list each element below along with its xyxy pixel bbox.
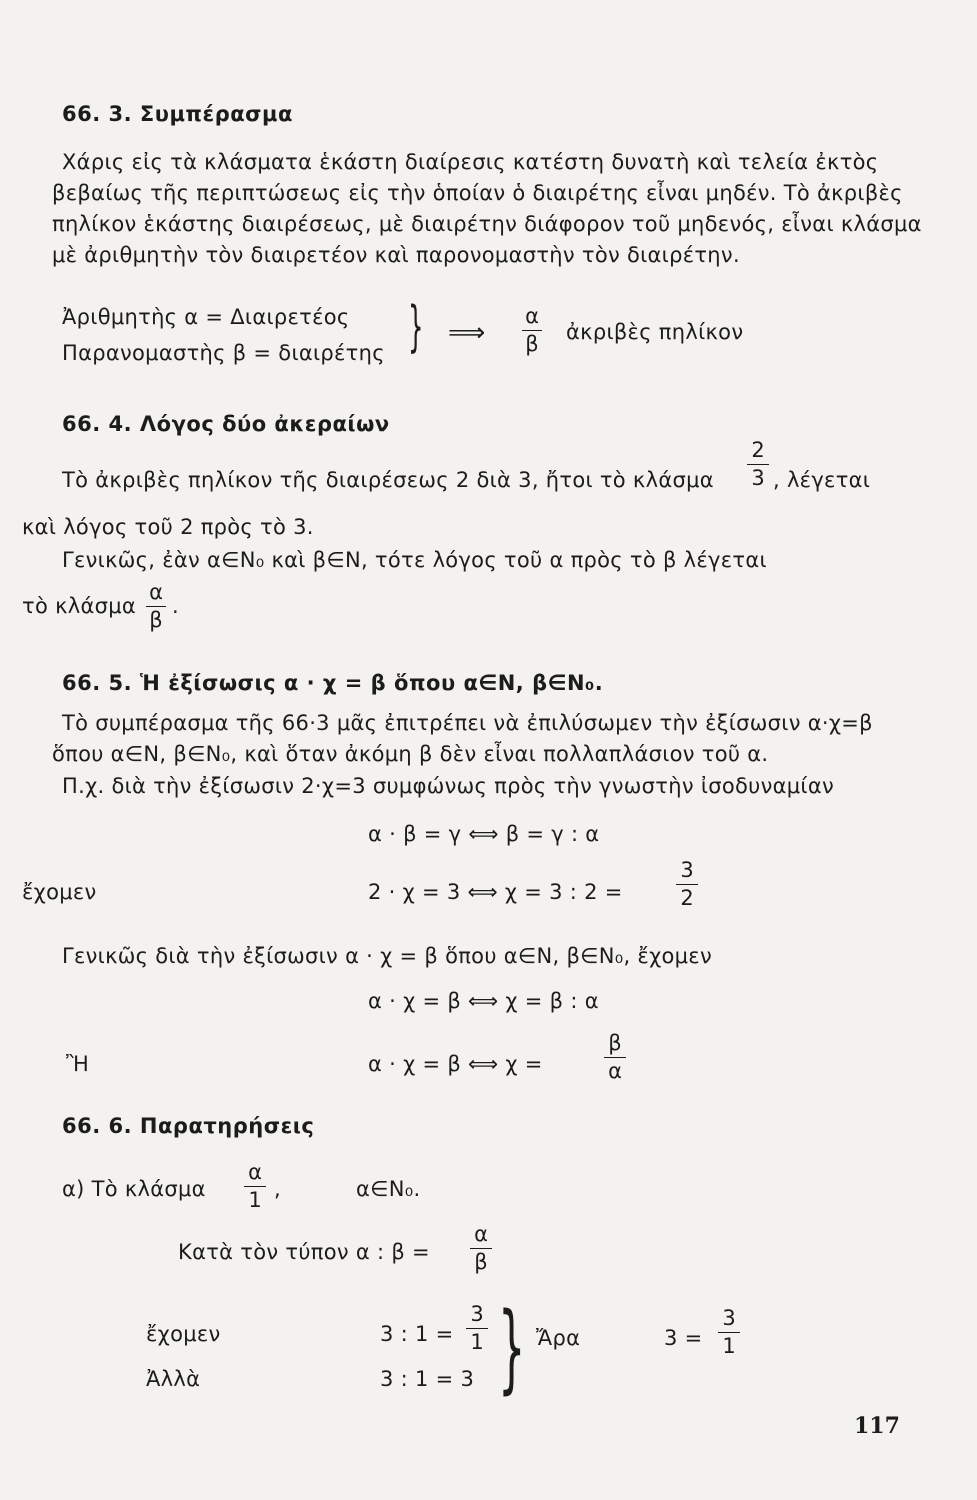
- fraction-alpha-beta: [470, 1224, 492, 1273]
- page-number: 117: [854, 1413, 900, 1439]
- paragraph-line: πηλίκον ἑκάστης διαιρέσεως, μὲ διαιρέτην διάφορον τοῦ μηδενός, εἶναι κλάσμα: [52, 212, 922, 236]
- paragraph-line-end: , λέγεται: [773, 468, 871, 492]
- paragraph-line: καὶ λόγος τοῦ 2 πρὸς τὸ 3.: [22, 515, 314, 539]
- fraction-bar: [747, 464, 769, 465]
- right-brace: }: [408, 295, 424, 358]
- fraction-numerator: α: [474, 1222, 488, 1246]
- paragraph-line: βεβαίως τῆς περιπτώσεως εἰς τὴν ὁποίαν ὁ διαιρέτης εἶναι μηδέν. Τὸ ἀκριβὲς: [52, 181, 903, 205]
- label-ara: Ἄρα: [536, 1326, 581, 1350]
- fraction-bar: [244, 1186, 266, 1187]
- fraction-bar: [466, 1328, 488, 1329]
- comma: ,: [274, 1177, 281, 1201]
- fraction-numerator: 2: [751, 438, 765, 462]
- type-line: Κατὰ τὸν τύπον α : β =: [178, 1240, 430, 1264]
- fraction-denominator: β: [149, 608, 163, 632]
- paragraph-line: Χάρις εἰς τὰ κλάσματα ἑκάστη διαίρεσις κατέστη δυνατὴ καὶ τελεία ἐκτὸς: [62, 150, 879, 174]
- fraction-numerator: α: [149, 580, 163, 604]
- label-alla: Ἀλλὰ: [146, 1367, 201, 1391]
- fraction-3-1: [466, 1304, 488, 1353]
- fraction-numerator: α: [248, 1160, 262, 1184]
- paragraph-line: μὲ ἀριθμητὴν τὸν διαιρετέον καὶ παρονομαστὴν τὸν διαιρέτην.: [52, 243, 740, 267]
- paragraph-line: τὸ κλάσμα: [22, 594, 137, 618]
- exact-quotient-label: ἀκριβὲς πηλίκον: [566, 320, 744, 344]
- section-heading-66-6: 66. 6. Παρατηρήσεις: [62, 1114, 315, 1138]
- fraction-alpha-beta: [146, 582, 166, 631]
- paragraph-line: Π.χ. διὰ τὴν ἐξίσωσιν 2·χ=3 συμφώνως πρὸς τὴν γνωστὴν ἰσοδυναμίαν: [62, 774, 835, 798]
- fraction-denominator: 1: [470, 1330, 484, 1354]
- fraction-denominator: 1: [248, 1188, 262, 1212]
- fraction-denominator: 1: [722, 1334, 736, 1358]
- fraction-beta-alpha: [604, 1033, 626, 1082]
- implies-arrow: ⟹: [448, 318, 486, 348]
- section-heading-66-4: 66. 4. Λόγος δύο ἀκεραίων: [62, 412, 390, 436]
- fraction-numerator: 3: [680, 858, 694, 882]
- right-brace: }: [498, 1292, 526, 1404]
- item-a-condition: α∈N₀.: [356, 1177, 421, 1201]
- item-a: α) Τὸ κλάσμα: [62, 1177, 206, 1201]
- fraction-numerator: α: [525, 304, 539, 328]
- fraction-3-1: [718, 1308, 740, 1357]
- equation: α · χ = β ⟺ χ =: [368, 1052, 543, 1076]
- fraction-3-2: [676, 860, 698, 909]
- equation: α · β = γ ⟺ β = γ : α: [368, 822, 600, 846]
- fraction-bar: [676, 884, 698, 885]
- fraction-bar: [604, 1057, 626, 1058]
- fraction-alpha-beta: [522, 306, 542, 355]
- fraction-denominator: 2: [680, 886, 694, 910]
- fraction-numerator: β: [608, 1031, 622, 1055]
- definition-numerator: Ἀριθμητὴς α = Διαιρετέος: [62, 305, 350, 329]
- paragraph-line: Γενικῶς, ἐὰν α∈N₀ καὶ β∈N, τότε λόγος τοῦ α πρὸς τὸ β λέγεται: [62, 548, 767, 572]
- equation: α · χ = β ⟺ χ = β : α: [368, 989, 599, 1013]
- label-exomen: ἔχομεν: [146, 1322, 221, 1346]
- equation: 3 =: [664, 1326, 703, 1350]
- label-exomen: ἔχομεν: [22, 880, 97, 904]
- fraction-denominator: β: [525, 332, 539, 356]
- fraction-numerator: 3: [470, 1302, 484, 1326]
- paragraph-line: Τὸ ἀκριβὲς πηλίκον τῆς διαιρέσεως 2 διὰ 3, ἤτοι τὸ κλάσμα: [62, 468, 714, 492]
- equation: 2 · χ = 3 ⟺ χ = 3 : 2 =: [368, 880, 623, 904]
- label-h: Ἢ: [66, 1052, 90, 1076]
- fraction-bar: [522, 330, 542, 331]
- fraction-numerator: 3: [722, 1306, 736, 1330]
- fraction-denominator: α: [608, 1059, 622, 1083]
- definition-denominator: Παρανομαστὴς β = διαιρέτης: [62, 341, 385, 365]
- fraction-2-3: [747, 440, 769, 489]
- section-heading-66-5: 66. 5. Ἡ ἐξίσωσις α · χ = β ὅπου α∈N, β∈N₀.: [62, 671, 604, 695]
- equation: 3 : 1 =: [380, 1322, 454, 1346]
- paragraph-line: ὅπου α∈N, β∈N₀, καὶ ὅταν ἀκόμη β δὲν εἶναι πολλαπλάσιον τοῦ α.: [52, 742, 769, 766]
- fraction-alpha-1: [244, 1162, 266, 1211]
- fraction-bar: [470, 1248, 492, 1249]
- fraction-denominator: β: [474, 1250, 488, 1274]
- section-heading-66-3: 66. 3. Συμπέρασμα: [62, 102, 293, 126]
- equation: 3 : 1 = 3: [380, 1367, 475, 1391]
- fraction-denominator: 3: [751, 466, 765, 490]
- paragraph-line: Γενικῶς διὰ τὴν ἐξίσωσιν α · χ = β ὅπου α∈N, β∈N₀, ἔχομεν: [62, 944, 712, 968]
- period: .: [172, 594, 179, 618]
- fraction-bar: [146, 606, 166, 607]
- paragraph-line: Τὸ συμπέρασμα τῆς 66·3 μᾶς ἐπιτρέπει νὰ ἐπιλύσωμεν τὴν ἐξίσωσιν α·χ=β: [62, 711, 873, 735]
- fraction-bar: [718, 1332, 740, 1333]
